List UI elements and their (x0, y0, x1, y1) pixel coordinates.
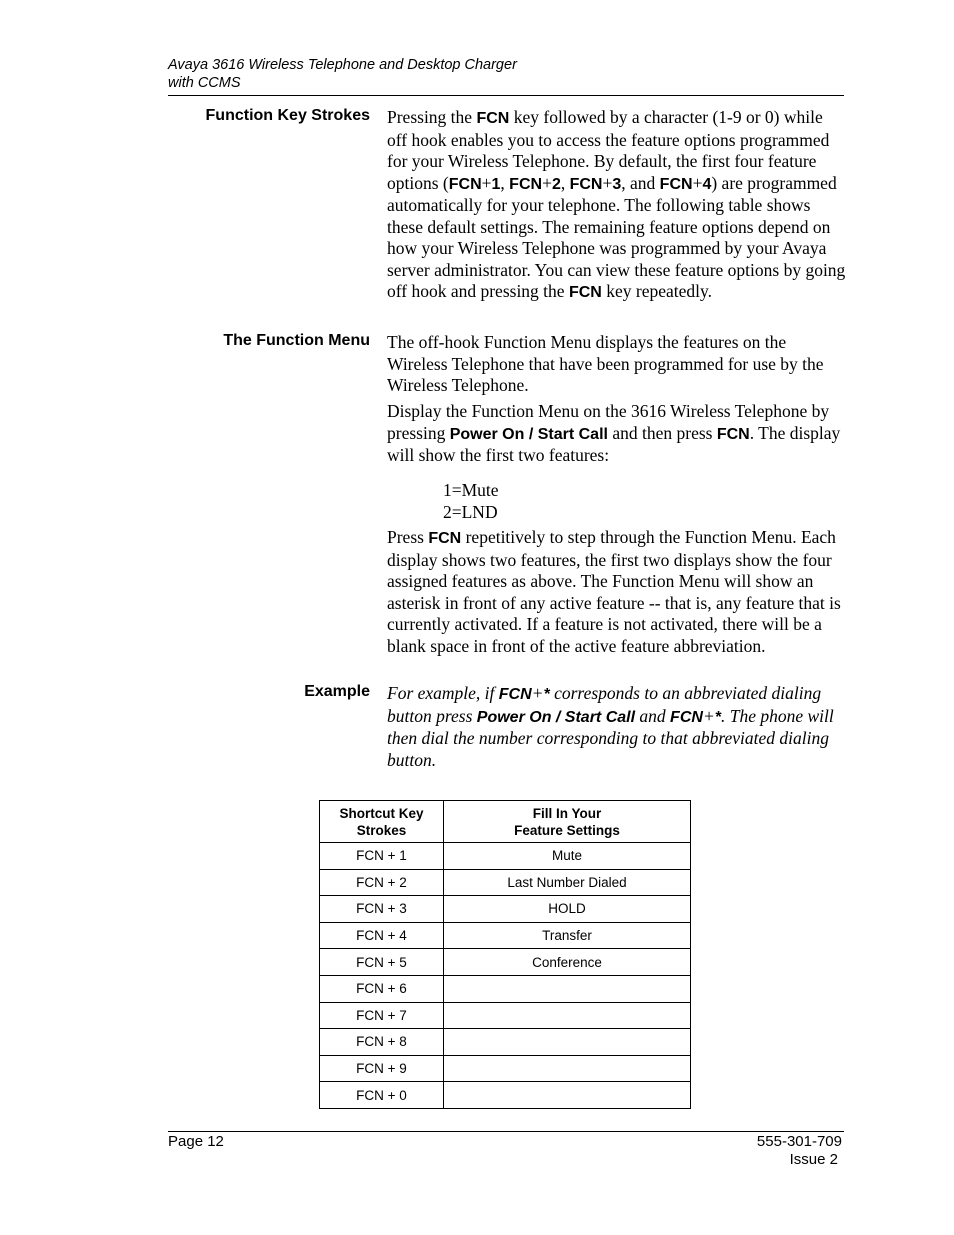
shortcut-cell: FCN + 6 (320, 975, 444, 1002)
table-header-row (320, 801, 691, 843)
function-key-strokes-paragraph: Pressing the FCN key followed by a character (1-9 or 0) while off hook enables you to access the feature options programmed for your Wireless Telephone. By default, the first four feature options (FCN+1, FCN+2, FCN+3, and FCN+4) are programmed automatically for your telephone. The following table shows these default settings. The remaining feature options depend on how your Wireless Telephone was programmed by your Avaya server administrator. You can view these feature options by going off hook and pressing the FCN key repeatedly. (387, 107, 846, 301)
setting-cell: Conference (444, 949, 691, 976)
setting-cell (444, 1082, 691, 1109)
shortcut-cell: FCN + 3 (320, 896, 444, 923)
heading-function-key-strokes: Function Key Strokes (205, 107, 370, 124)
table-row (320, 869, 691, 896)
function-menu-text-a (387, 332, 847, 467)
table-row (320, 922, 691, 949)
function-menu-paragraph-2: Display the Function Menu on the 3616 Wireless Telephone by pressing Power On / Start Call and then press FCN. The display will show the first two features: (387, 401, 841, 465)
shortcut-cell: FCN + 9 (320, 1055, 444, 1082)
shortcut-cell: FCN + 4 (320, 922, 444, 949)
shortcut-cell: FCN + 0 (320, 1082, 444, 1109)
setting-cell (444, 1029, 691, 1056)
function-menu-text-b (387, 527, 847, 657)
header-divider (168, 95, 844, 96)
function-menu-display-sample (443, 480, 499, 523)
example-paragraph: For example, if FCN+* corresponds to an abbreviated dialing button press Power On / Start Call and FCN+*. The phone will then dial the number corresponding to that abbreviated dialing button. (387, 683, 834, 770)
feature-settings-table (319, 800, 691, 1109)
function-menu-paragraph-3: Press FCN repetitively to step through the Function Menu. Each display shows two features, the first two displays show the four assigned features as above. The Function Menu will show an asterisk in front of any active feature -- that is, any feature that is currently activated. If a feature is not activated, there will be a blank space in front of the active feature abbreviation. (387, 527, 841, 656)
column-header-settings: Fill In Your Feature Settings (444, 801, 691, 843)
setting-cell: Transfer (444, 922, 691, 949)
shortcut-cell: FCN + 8 (320, 1029, 444, 1056)
table-row (320, 896, 691, 923)
issue-number: Issue 2 (789, 1151, 838, 1168)
heading-function-menu: The Function Menu (223, 332, 370, 349)
document-info (757, 1133, 842, 1169)
shortcut-cell: FCN + 5 (320, 949, 444, 976)
example-text (387, 683, 847, 771)
table-row (320, 1002, 691, 1029)
function-key-strokes-text (387, 107, 847, 304)
table-row (320, 1029, 691, 1056)
setting-cell (444, 1055, 691, 1082)
table-row (320, 843, 691, 870)
footer-divider (168, 1131, 844, 1132)
header-title-line1: Avaya 3616 Wireless Telephone and Desktop Charger (168, 57, 517, 73)
setting-cell: HOLD (444, 896, 691, 923)
shortcut-cell: FCN + 7 (320, 1002, 444, 1029)
function-menu-paragraph-1: The off-hook Function Menu displays the features on the Wireless Telephone that have been programmed for use by the Wireless Telephone. (387, 332, 824, 395)
table-row (320, 1082, 691, 1109)
table-row (320, 949, 691, 976)
table-row (320, 1055, 691, 1082)
document-number: 555-301-709 (756, 1133, 842, 1150)
header-title-line2: with CCMS (168, 75, 241, 91)
running-header (168, 56, 844, 92)
shortcut-cell: FCN + 1 (320, 843, 444, 870)
display-line-1: 1=Mute (443, 480, 499, 500)
display-line-2: 2=LND (443, 501, 498, 522)
page-number: Page 12 (168, 1133, 224, 1150)
setting-cell (444, 1002, 691, 1029)
column-header-shortcut: Shortcut Key Strokes (320, 801, 444, 843)
table-row (320, 975, 691, 1002)
setting-cell (444, 975, 691, 1002)
setting-cell: Last Number Dialed (444, 869, 691, 896)
shortcut-cell: FCN + 2 (320, 869, 444, 896)
heading-example: Example (304, 683, 370, 700)
setting-cell: Mute (444, 843, 691, 870)
